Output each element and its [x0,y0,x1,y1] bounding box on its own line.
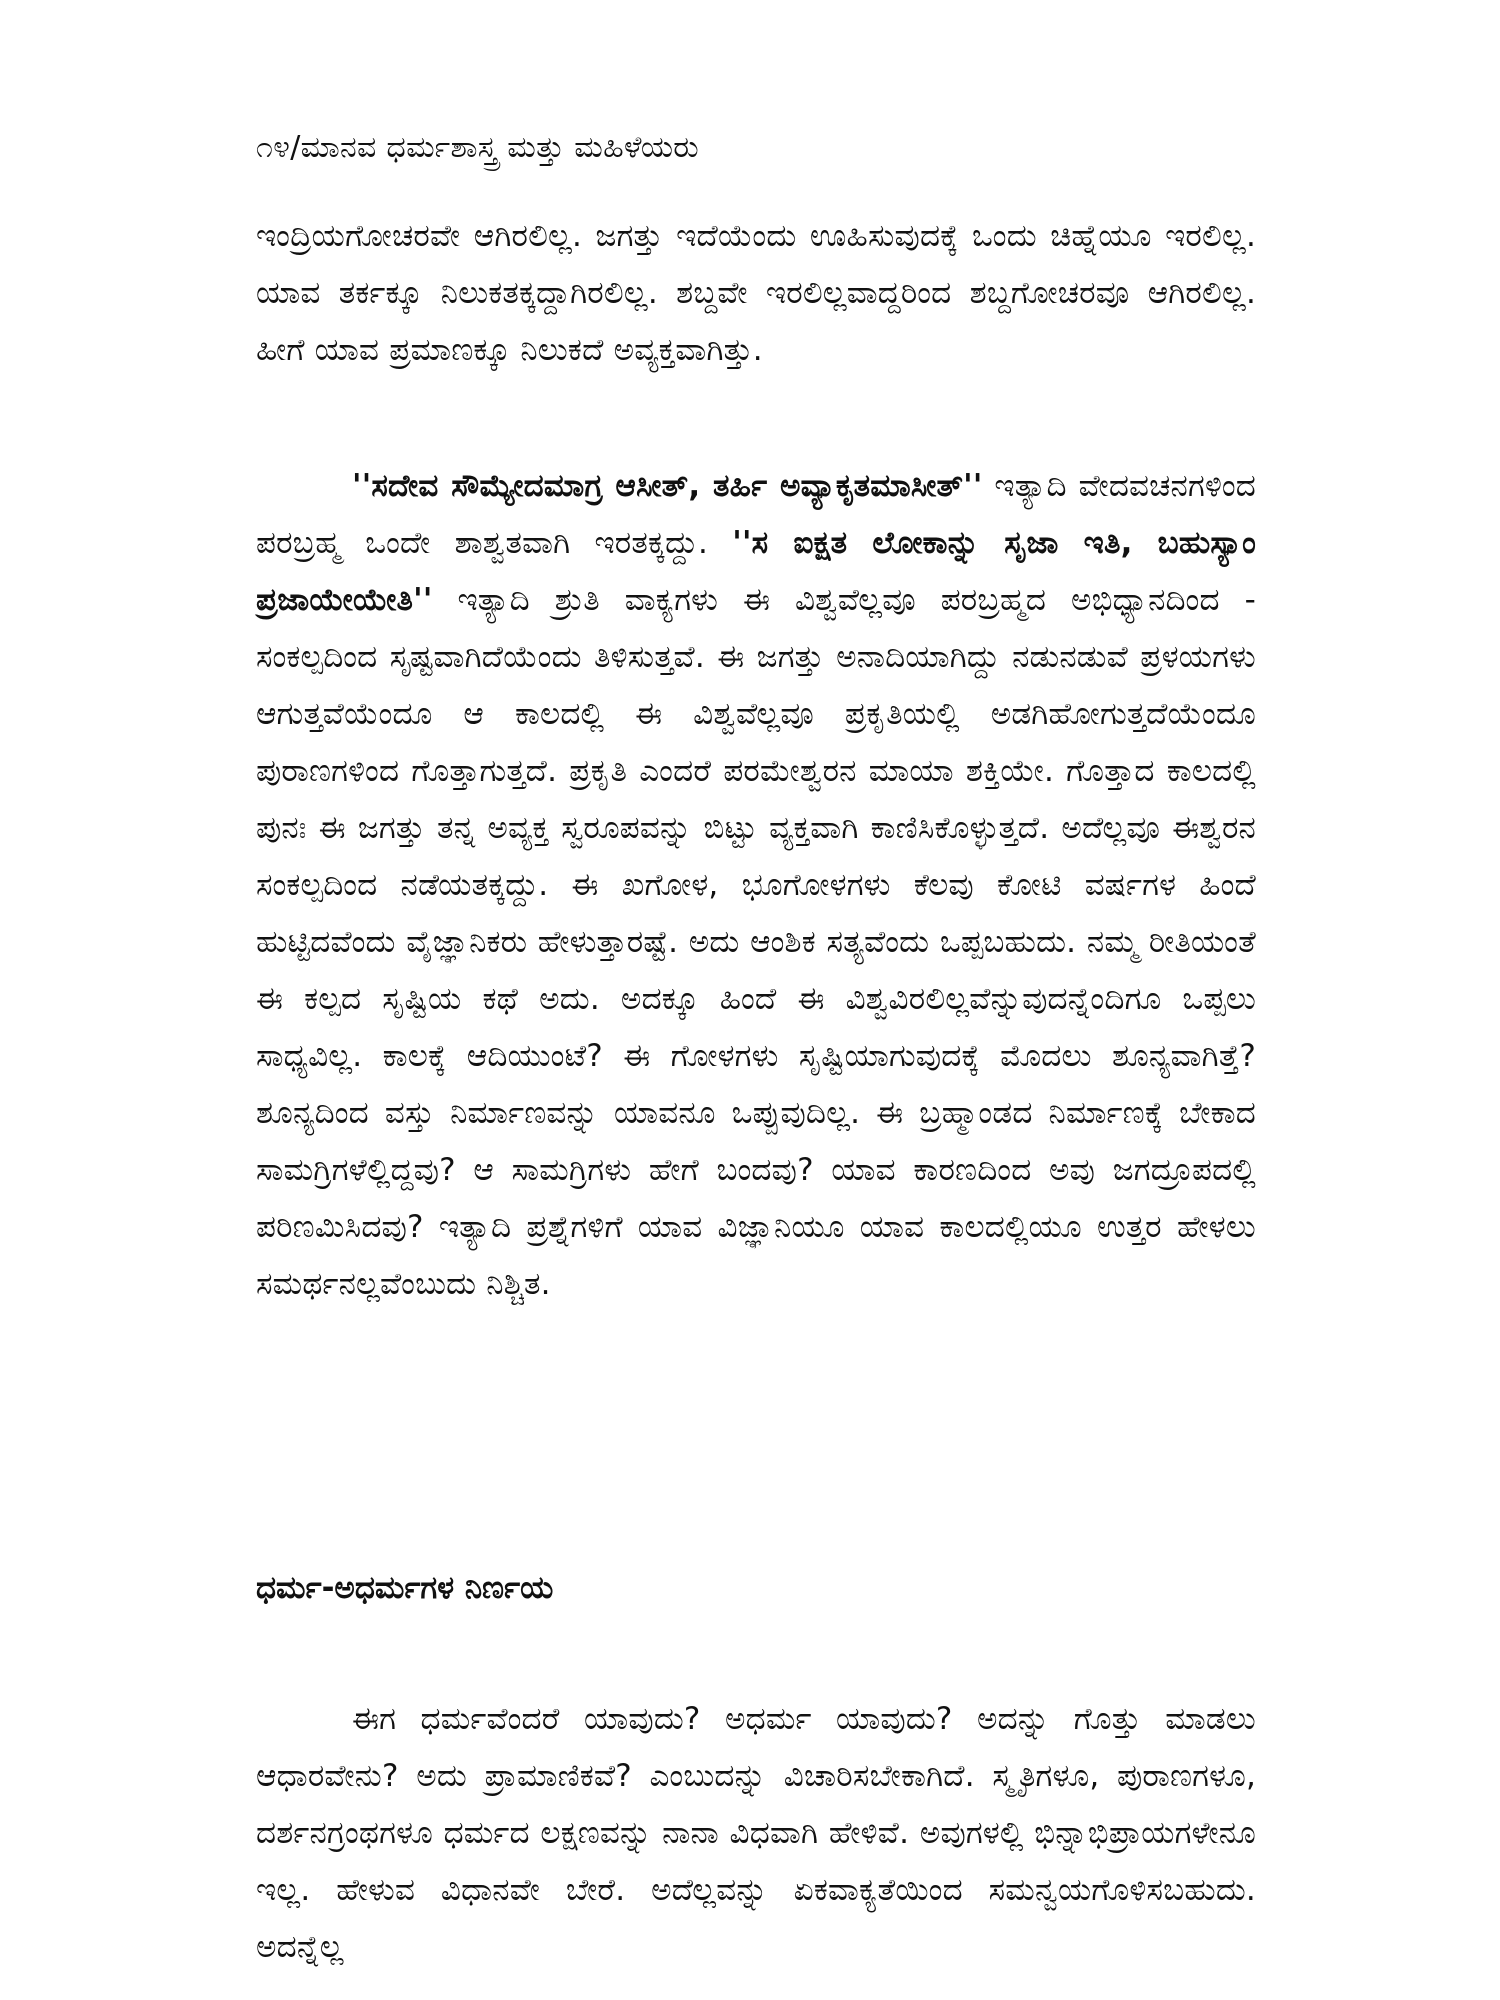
paragraph-3 [256,1691,1256,1976]
paragraph-3-text: ಈಗ ಧರ್ಮವೆಂದರೆ ಯಾವುದು? ಅಧರ್ಮ ಯಾವುದು? ಅದನ್ನು ಗೊತ್ತು ಮಾಡಲು ಆಧಾರವೇನು? ಅದು ಪ್ರಾಮಾಣಿಕವೆ? ಎಂಬುದನ್ನು ವಿಚಾರಿಸಬೇಕಾಗಿದೆ. ಸ್ಮೃತಿಗಳೂ, ಪುರಾಣಗಳೂ, ದರ್ಶನಗ್ರಂಥಗಳೂ ಧರ್ಮದ ಲಕ್ಷಣವನ್ನು ನಾನಾ ವಿಧವಾಗಿ ಹೇಳಿವೆ. ಅವುಗಳಲ್ಲಿ ಭಿನ್ನಾಭಿಪ್ರಾಯಗಳೇನೂ ಇಲ್ಲ. ಹೇಳುವ ವಿಧಾನವೇ ಬೇರೆ. ಅದೆಲ್ಲವನ್ನು ಏಕವಾಕ್ಯತೆಯಿಂದ ಸಮನ್ವಯಗೊಳಿಸಬಹುದು. ಅದನ್ನೆಲ್ಲ [256,1701,1256,1965]
paragraph-1 [256,208,1256,379]
paragraph-2-body [256,458,1256,1313]
vedic-quote-1: ''ಸದೇವ ಸೌಮ್ಯೇದಮಾಗ್ರ ಆಸೀತ್, ತರ್ಹಿ ಅವ್ಯಾಕೃತಮಾಸೀತ್'' [352,468,983,504]
section-heading: ಧರ್ಮ-ಅಧರ್ಮಗಳ ನಿರ್ಣಯ [256,1570,554,1606]
paragraph-1-text: ಇಂದ್ರಿಯಗೋಚರವೇ ಆಗಿರಲಿಲ್ಲ. ಜಗತ್ತು ಇದೆಯೆಂದು ಊಹಿಸುವುದಕ್ಕೆ ಒಂದು ಚಿಹ್ನೆಯೂ ಇರಲಿಲ್ಲ. ಯಾವ ತರ್ಕಕ್ಕೂ ನಿಲುಕತಕ್ಕದ್ದಾಗಿರಲಿಲ್ಲ. ಶಬ್ದವೇ ಇರಲಿಲ್ಲವಾದ್ದರಿಂದ ಶಬ್ದಗೋಚರವೂ ಆಗಿರಲಿಲ್ಲ. ಹೀಗೆ ಯಾವ ಪ್ರಮಾಣಕ್ಕೂ ನಿಲುಕದೆ ಅವ್ಯಕ್ತವಾಗಿತ್ತು. [256,218,1256,368]
paragraph-2 [256,458,1256,1313]
paragraph-2-text-1: ಇತ್ಯಾದಿ ವೇದವಚನಗಳಿಂದ ಪರಬ್ರಹ್ಮ ಒಂದೇ ಶಾಶ್ವತವಾಗಿ ಇರತಕ್ಕದ್ದು. [256,468,1256,561]
vedic-quote-2: ''ಸ ಐಕ್ಷತ ಲೋಕಾನ್ನು ಸೃಜಾ ಇತಿ, ಬಹುಸ್ಯಾಂ ಪ್ರಜಾಯೇಯೇತಿ'' [256,525,1257,618]
paragraph-2-text-2: ಇತ್ಯಾದಿ ಶ್ರುತಿ ವಾಕ್ಯಗಳು ಈ ವಿಶ್ವವೆಲ್ಲವೂ ಪರಬ್ರಹ್ಮದ ಅಭಿಧ್ಯಾನದಿಂದ - ಸಂಕಲ್ಪದಿಂದ ಸೃಷ್ಟವಾಗಿದೆಯೆಂದು ತಿಳಿಸುತ್ತವೆ. ಈ ಜಗತ್ತು ಅನಾದಿಯಾಗಿದ್ದು ನಡುನಡುವೆ ಪ್ರಳಯಗಳು ಆಗುತ್ತವೆಯೆಂದೂ ಆ ಕಾಲದಲ್ಲಿ ಈ ವಿಶ್ವವೆಲ್ಲವೂ ಪ್ರಕೃತಿಯಲ್ಲಿ ಅಡಗಿಹೋಗುತ್ತದೆಯೆಂದೂ ಪುರಾಣಗಳಿಂದ ಗೊತ್ತಾಗುತ್ತದೆ. ಪ್ರಕೃತಿ ಎಂದರೆ ಪರಮೇಶ್ವರನ ಮಾಯಾ ಶಕ್ತಿಯೇ. ಗೊತ್ತಾದ ಕಾಲದಲ್ಲಿ ಪುನಃ ಈ ಜಗತ್ತು ತನ್ನ ಅವ್ಯಕ್ತ ಸ್ವರೂಪವನ್ನು ಬಿಟ್ಟು ವ್ಯಕ್ತವಾಗಿ ಕಾಣಿಸಿಕೊಳ್ಳುತ್ತದೆ. ಅದೆಲ್ಲವೂ ಈಶ್ವರನ ಸಂಕಲ್ಪದಿಂದ ನಡೆಯತಕ್ಕದ್ದು. ಈ ಖಗೋಳ, ಭೂಗೋಳಗಳು ಕೆಲವು ಕೋಟಿ ವರ್ಷಗಳ ಹಿಂದೆ ಹುಟ್ಟಿದವೆಂದು ವೈಜ್ಞಾನಿಕರು ಹೇಳುತ್ತಾರಷ್ಟೆ. ಅದು ಆಂಶಿಕ ಸತ್ಯವೆಂದು ಒಪ್ಪಬಹುದು. ನಮ್ಮ ರೀತಿಯಂತೆ ಈ ಕಲ್ಪದ ಸೃಷ್ಟಿಯ ಕಥೆ ಅದು. ಅದಕ್ಕೂ ಹಿಂದೆ ಈ ವಿಶ್ವವಿರಲಿಲ್ಲವೆನ್ನುವುದನ್ನೆಂದಿಗೂ ಒಪ್ಪಲು ಸಾಧ್ಯವಿಲ್ಲ. ಕಾಲಕ್ಕೆ ಆದಿಯುಂಟೆ? ಈ ಗೋಳಗಳು ಸೃಷ್ಟಿಯಾಗುವುದಕ್ಕೆ ಮೊದಲು ಶೂನ್ಯವಾಗಿತ್ತೆ? ಶೂನ್ಯದಿಂದ ವಸ್ತು ನಿರ್ಮಾಣವನ್ನು ಯಾವನೂ ಒಪ್ಪುವುದಿಲ್ಲ. ಈ ಬ್ರಹ್ಮಾಂಡದ ನಿರ್ಮಾಣಕ್ಕೆ ಬೇಕಾದ ಸಾಮಗ್ರಿಗಳೆಲ್ಲಿದ್ದವು? ಆ ಸಾಮಗ್ರಿಗಳು ಹೇಗೆ ಬಂದವು? ಯಾವ ಕಾರಣದಿಂದ ಅವು ಜಗದ್ರೂಪದಲ್ಲಿ ಪರಿಣಮಿಸಿದವು? ಇತ್ಯಾದಿ ಪ್ರಶ್ನೆಗಳಿಗೆ ಯಾವ ವಿಜ್ಞಾನಿಯೂ ಯಾವ ಕಾಲದಲ್ಲಿಯೂ ಉತ್ತರ ಹೇಳಲು ಸಮರ್ಥನಲ್ಲವೆಂಬುದು ನಿಶ್ಚಿತ. [256,582,1256,1302]
running-header: ೧೪/ಮಾನವ ಧರ್ಮಶಾಸ್ತ್ರ ಮತ್ತು ಮಹಿಳೆಯರು [256,130,699,165]
